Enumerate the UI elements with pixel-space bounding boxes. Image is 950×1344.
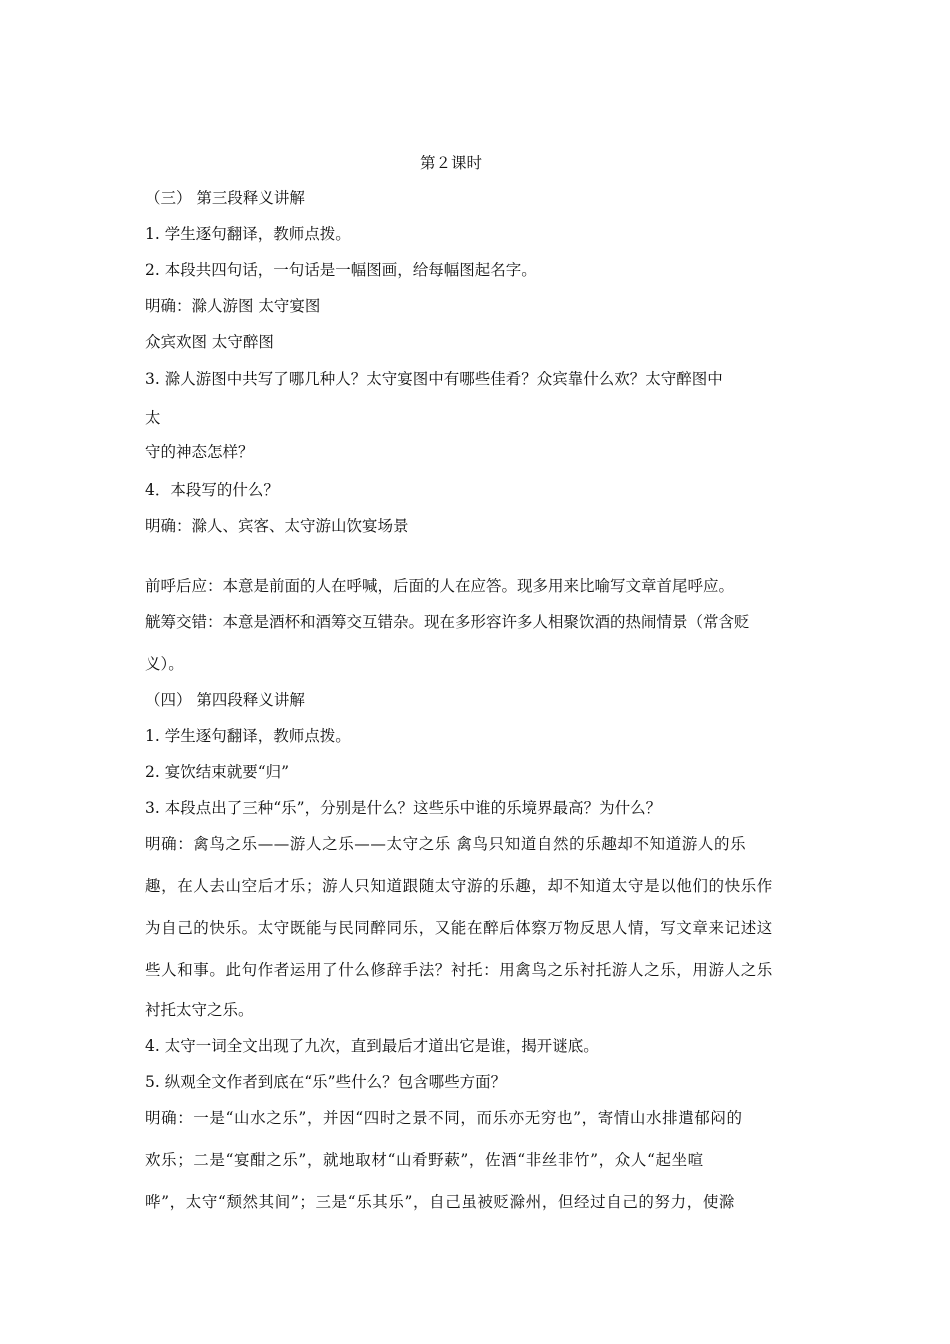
text-line: 觥筹交错：本意是酒杯和酒筹交互错杂。现在多形容许多人相聚饮酒的热闹情景（常含贬 — [145, 613, 750, 631]
text-line: 欢乐；二是“宴酣之乐”，就地取材“山肴野蔌”，佐酒“非丝非竹”，众人“起坐喧 — [145, 1151, 704, 1169]
text-line: 衬托太守之乐。 — [145, 1001, 254, 1019]
text-line: 义）。 — [145, 655, 184, 673]
text-line: （三） 第三段释义讲解 — [145, 189, 305, 207]
text-line: （四） 第四段释义讲解 — [145, 691, 305, 709]
text-line: 1. 学生逐句翻译，教师点拨。 — [145, 225, 351, 243]
text-line: 4．本段写的什么？ — [145, 481, 279, 499]
text-line: 4. 太守一词全文出现了九次，直到最后才道出它是谁，揭开谜底。 — [145, 1037, 599, 1055]
text-line: 1. 学生逐句翻译，教师点拨。 — [145, 727, 351, 745]
text-line: 趣，在人去山空后才乐；游人只知道跟随太守游的乐趣，却不知道太守是以他们的快乐作 — [145, 877, 773, 895]
text-line: 明确：一是“山水之乐”，并因“四时之景不同，而乐亦无穷也”，寄情山水排遣郁闷的 — [145, 1109, 743, 1127]
text-line: 些人和事。此句作者运用了什么修辞手法？衬托：用禽鸟之乐衬托游人之乐，用游人之乐 — [145, 961, 773, 979]
text-line: 哗”，太守“颓然其间”；三是“乐其乐”，自己虽被贬滁州，但经过自己的努力，使滁 — [145, 1193, 736, 1211]
text-line: 众宾欢图 太守醉图 — [145, 333, 274, 351]
text-line: 前呼后应：本意是前面的人在呼喊，后面的人在应答。现多用来比喻写文章首尾呼应。 — [145, 577, 735, 595]
text-line: 3. 滁人游图中共写了哪几种人？太守宴图中有哪些佳肴？众宾靠什么欢？太守醉图中 — [145, 370, 723, 388]
text-line: 5. 纵观全文作者到底在“乐”些什么？包含哪些方面？ — [145, 1073, 507, 1091]
text-line: 明确：滁人、宾客、太守游山饮宴场景 — [145, 517, 409, 535]
text-line: 为自己的快乐。太守既能与民同醉同乐，又能在醉后体察万物反思人情，写文章来记述这 — [145, 919, 773, 937]
text-line: 明确：禽鸟之乐——游人之乐——太守之乐 禽鸟只知道自然的乐趣却不知道游人的乐 — [145, 835, 747, 853]
text-line: 守的神态怎样？ — [145, 443, 254, 461]
text-line: 3. 本段点出了三种“乐”，分别是什么？这些乐中谁的乐境界最高？为什么？ — [145, 799, 662, 817]
lesson-title: 第２课时 — [420, 154, 483, 172]
text-line: 太 — [145, 409, 161, 427]
text-line: 2. 宴饮结束就要“归” — [145, 763, 290, 781]
text-line: 2. 本段共四句话，一句话是一幅图画，给每幅图起名字。 — [145, 261, 537, 279]
text-line: 明确：滁人游图 太守宴图 — [145, 297, 321, 315]
